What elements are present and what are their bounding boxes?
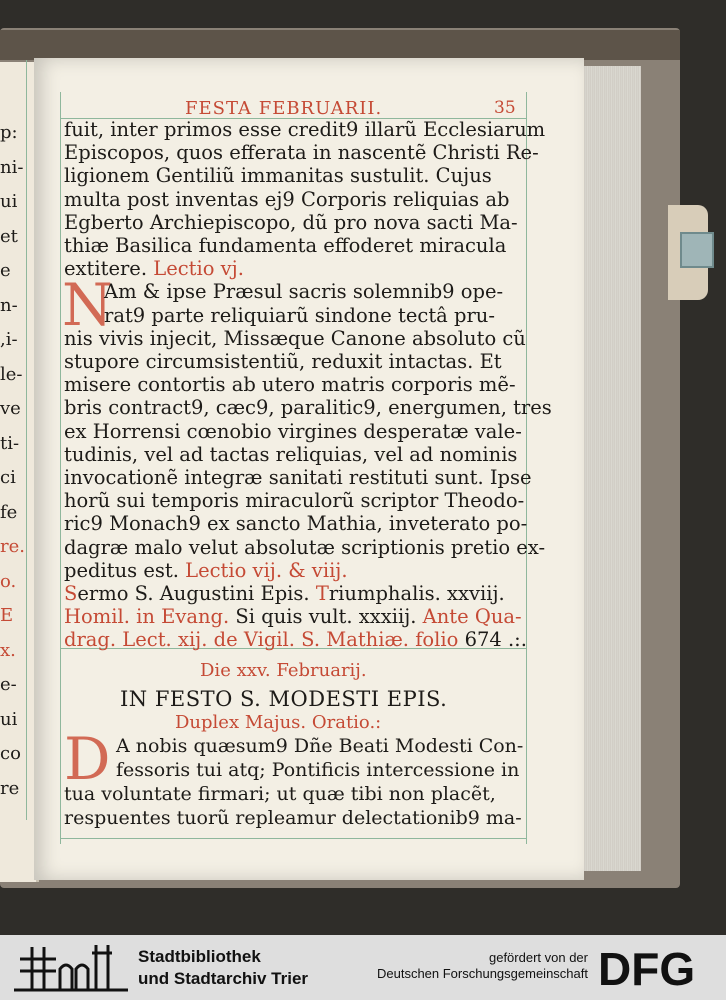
line-text: extitere. [64,257,148,281]
prayer-line: fessoris tui atq; Pontificis intercessione in [116,759,520,781]
line-text: Si quis vult. xxxiij. [235,605,423,629]
sponsor-text [377,950,588,982]
line-text: ric9 Monach9 ex sancto Mathia, inveterato po- [64,512,528,536]
left-page-fragment: ve [0,398,21,419]
left-page-fragment: E [0,605,14,626]
rubric-text: Lectio vj. [147,257,244,281]
line-text: ex Horrensi cœnobio virgines desperatæ vale- [64,419,522,443]
text-line [64,628,527,651]
prayer-line: respuentes tuorũ repleamur delectationib9 ma- [64,807,522,829]
page-rule-left [60,92,61,844]
left-page-fragment: ui [0,191,18,212]
text-line [64,141,539,164]
bottom-rule [60,838,526,839]
left-page-fragment: n- [0,294,18,316]
line-text: multa post inventas ej9 Corporis reliquias ab [64,187,510,211]
text-line [64,605,522,628]
text-line [64,257,244,280]
text-line [64,350,502,373]
line-text: tudinis, vel ad tactas reliquias, vel ad nominis [64,442,518,466]
text-line [64,211,518,234]
left-page-fragment: le- [0,363,23,385]
text-line [64,396,552,419]
text-line [104,304,495,327]
text-line [64,188,510,211]
line-text: ermo S. Augustini Epis. [77,582,316,605]
text-line [104,280,503,303]
text-line [64,118,545,141]
left-page-fragment: ,i- [0,329,18,350]
rubric-text: drag. Lect. xij. de Vigil. S. Mathiæ. folio [64,628,465,652]
left-page-fragment: o. [0,570,17,592]
text-line [64,234,506,257]
footer-banner [0,935,726,1000]
stadtbibliothek-logo-icon [12,939,130,995]
text-line [64,443,517,466]
left-page-fragment: co [0,743,21,764]
left-page-rule [26,60,27,820]
line-text: ligionem Gentiliũ immanitas sustulit. Cujus [64,164,492,188]
drop-cap-n: N [62,271,113,339]
left-page-fragment: x. [0,639,16,661]
line-text: bris contract9, cæc9, paralitic9, energumen, tres [64,396,552,420]
text-line [64,420,522,443]
left-page-fragment: e [0,260,11,281]
line-text: dagræ malo velut absolutæ scriptionis pretio ex- [64,535,546,559]
library-name [138,946,308,990]
text-line [64,373,516,396]
line-text: stupore circumsistentiũ, reduxit intactas. Et [64,350,502,373]
line-text: Egberto Archiepiscopo, dũ pro nova sacti Ma- [64,210,518,234]
left-page-fragment: ti- [0,432,20,454]
dfg-logo-text: DFG [598,943,696,991]
rubric-text: S [64,582,78,605]
text-line [64,489,524,512]
left-page-fragment: ni- [0,156,24,178]
line-text: fuit, inter primos esse credit9 illarũ Ecclesiarum [64,118,546,141]
line-text: horũ sui temporis miraculorũ scriptor Theodo- [64,489,525,513]
rubric-text: Ante Qua- [422,605,522,629]
left-page-fragment: ui [0,708,18,730]
prayer-line: A nobis quæsum9 Dñe Beati Modesti Con- [116,735,524,757]
left-page-fragment: re [0,777,20,799]
dfg-logo [596,943,718,991]
rubric-text: T [315,582,329,605]
feast-date: Die xxv. Februarij. [200,660,367,681]
line-text: Episcopos, quos efferata in nascentẽ Christi Re- [64,141,539,165]
text-line [64,164,492,187]
running-header: FESTA FEBRUARII. [185,98,383,119]
sponsor-line-1: gefördert von der [488,950,588,965]
text-line [64,536,545,559]
line-text: invocationẽ integræ sanitati restituti sunt. Ipse [64,466,532,489]
rubric-text: Lectio vij. & viij. [178,558,348,582]
library-line-1: Stadtbibliothek [138,947,261,966]
line-text: thiæ Basilica fundamenta effoderet miracula [64,234,507,257]
text-line [64,327,526,350]
line-text: misere contortis ab utero matris corporis mẽ- [64,373,516,397]
line-text: riumphalis. xxviij. [328,582,505,605]
page-edges [580,66,641,871]
text-line [64,559,348,582]
left-page-fragment: ci [0,467,16,488]
rubric-text: Homil. in Evang. [64,605,236,629]
line-text: nis vivis injecit, Missæque Canone absoluto cũ [64,326,526,350]
left-page-fragment: p: [0,122,18,143]
text-line [64,582,505,605]
left-page-fragment: re. [0,536,25,557]
book-top-edge [0,30,680,60]
sponsor-line-2: Deutschen Forschungsgemeinschaft [376,966,588,981]
line-text: Am & ipse Præsul sacris solemnib9 ope- [104,280,504,304]
library-line-2: und Stadtarchiv Trier [138,969,309,988]
page-number: 35 [494,98,516,118]
line-text: peditus est. [64,558,179,582]
left-page-fragment: fe [0,501,18,523]
line-text: 674 .:. [464,628,527,652]
drop-cap-d: D [64,725,111,793]
clasp-metal [680,232,714,268]
feast-rank: Duplex Majus. Oratio.: [175,712,382,733]
left-page-fragment: e- [0,674,17,695]
prayer-line: tua voluntate firmari; ut quæ tibi non placẽt, [64,783,496,805]
text-line [64,512,527,535]
text-line [64,466,532,489]
line-text: rat9 parte reliquiarũ sindone tectâ pru- [104,303,495,327]
feast-title: IN FESTO S. MODESTI EPIS. [120,687,448,711]
left-page-fragment: et [0,225,18,247]
